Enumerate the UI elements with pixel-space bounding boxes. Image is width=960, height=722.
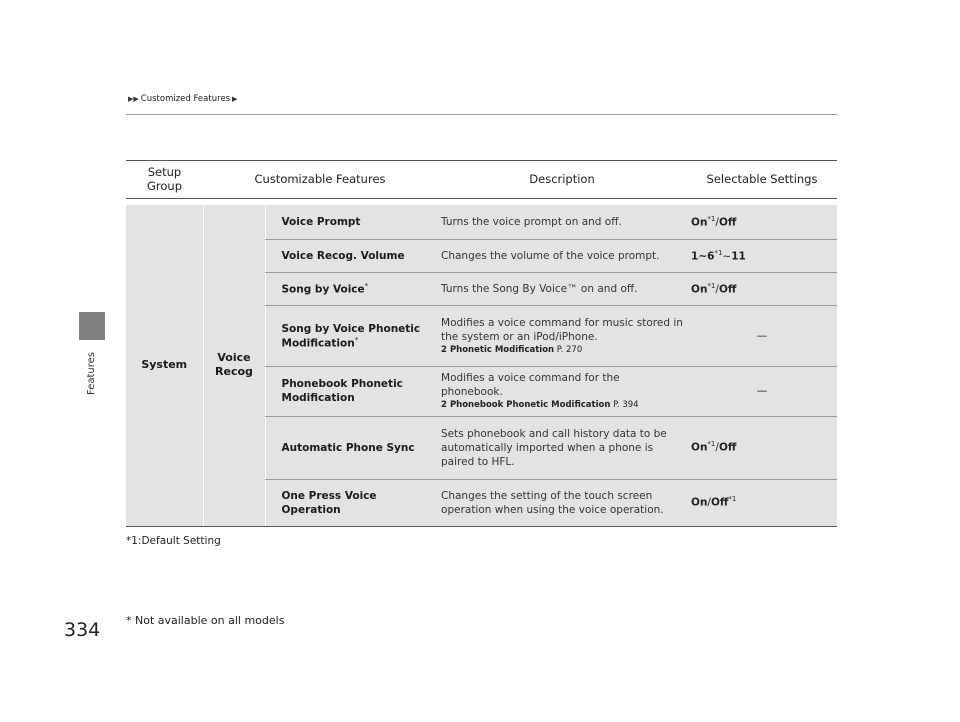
feature-name: Phonebook Phonetic Modification [281,378,403,405]
page-number: 334 [64,619,101,641]
feature-name: Song by Voice [281,283,365,296]
setting-option-1: On [691,216,708,229]
feature-cell [265,367,437,417]
feature-name: Song by Voice Phonetic Modification [281,322,421,350]
setting-option-2: Off [718,441,737,454]
feature-name: Voice Recog. Volume [281,249,405,262]
header-selectable-settings: Selectable Settings [687,161,837,199]
description-cell [437,240,687,273]
description-text: Changes the volume of the voice prompt. [441,249,660,262]
customized-features-table-area [126,160,837,547]
description-text: Changes the setting of the touch screen operation when using the voice operation. [441,489,664,516]
description-cell [437,273,687,306]
description-text: Modifies a voice command for music stored in the system or an iPod/iPhone. [441,316,683,343]
setting-option-2: Off [710,496,729,509]
breadcrumb-arrow-icon: ▶▶ [128,95,139,103]
reference-label: Phonetic Modification [449,344,555,355]
feature-cell [265,205,437,240]
breadcrumb-label[interactable]: Customized Features [140,94,231,104]
reference-page: P. 394 [613,400,639,411]
header-customizable-features: Customizable Features [203,161,437,199]
header-divider [126,114,837,115]
setting-option-2: Off [718,216,737,229]
availability-footnote: * Not available on all models [126,614,285,627]
feature-footnote-mark: * [354,335,359,344]
table-row [126,205,837,240]
feature-cell [265,306,437,367]
settings-cell [687,367,837,417]
feature-cell [265,416,437,479]
sidebar-section-label: Features [86,352,97,395]
description-cell [437,306,687,367]
settings-cell [687,416,837,479]
default-setting-note: *1:Default Setting [126,534,221,547]
description-cell [437,367,687,417]
description-text: Turns the voice prompt on and off. [441,215,622,228]
default-mark: *1 [707,440,716,449]
setting-separator: / [715,441,719,454]
setting-separator: / [715,216,719,229]
description-text: Sets phonebook and call history data to be automatically imported when a phone is paired to HFL. [441,427,667,468]
no-settings-dash: — [756,329,768,342]
reference-arrow-icon: 2 [441,344,447,355]
default-mark: *1 [714,248,723,257]
default-mark: *1 [728,495,737,504]
subgroup-cell: Voice Recog [203,205,265,526]
setting-separator: / [715,283,719,296]
feature-name: Voice Prompt [281,215,361,228]
feature-name: Automatic Phone Sync [281,441,415,454]
description-cell [437,479,687,526]
setting-separator: / [707,496,711,509]
no-settings-dash: — [756,385,768,398]
description-cell [437,416,687,479]
feature-cell [265,240,437,273]
reference-arrow-icon: 2 [441,400,447,411]
settings-cell [687,479,837,526]
customized-features-table [126,160,837,527]
feature-cell [265,479,437,526]
cross-reference-link[interactable] [441,345,683,356]
section-tab-marker [79,312,105,340]
setting-option-2: Off [718,283,737,296]
breadcrumb [128,94,237,104]
header-setup-group: Setup Group [126,161,203,199]
settings-cell [687,306,837,367]
description-text: Modifies a voice command for the phonebook. [441,372,620,399]
reference-label: Phonebook Phonetic Modification [449,400,611,411]
feature-footnote-mark: * [364,281,369,290]
setting-option-1: On [691,283,708,296]
settings-cell [687,273,837,306]
feature-name: One Press Voice Operation [281,489,377,516]
settings-cell [687,240,837,273]
table-body [126,205,837,526]
cross-reference-link[interactable] [441,400,683,411]
description-cell [437,205,687,240]
header-description: Description [437,161,687,199]
description-text: Turns the Song By Voice™ on and off. [441,282,638,295]
feature-cell [265,273,437,306]
breadcrumb-end-arrow-icon: ▶ [232,95,238,103]
settings-cell [687,205,837,240]
setting-option-1: On [691,441,708,454]
default-mark: *1 [707,281,716,290]
setting-option-1: On [691,496,708,509]
setting-option-2: 11 [731,250,746,263]
setting-option-1: 1~6 [691,250,715,263]
table-header-row [126,161,837,199]
default-mark: *1 [707,214,716,223]
reference-page: P. 270 [556,344,583,355]
setting-separator: ~ [722,250,732,263]
setup-group-cell: System [126,205,203,526]
